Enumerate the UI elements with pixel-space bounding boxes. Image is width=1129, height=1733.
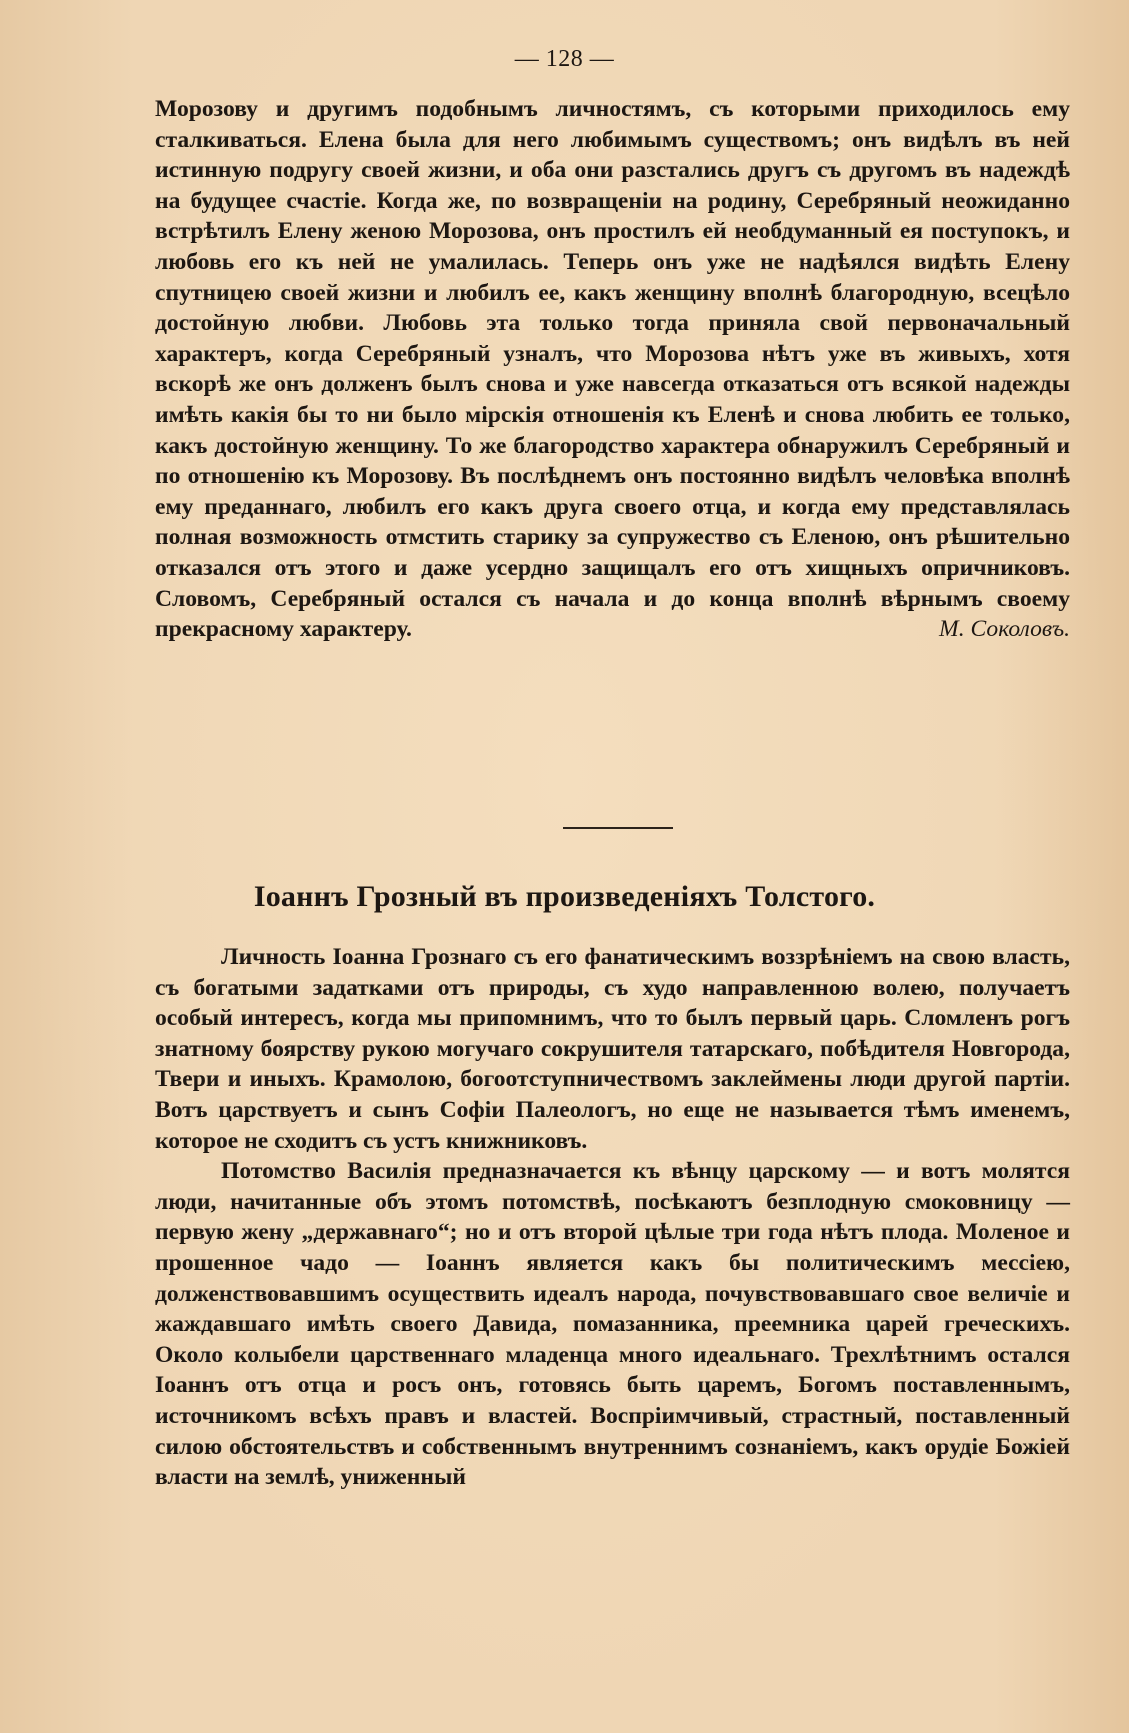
article-body [155, 942, 1070, 1493]
section-divider [563, 827, 673, 829]
page-number: — 128 — [514, 46, 615, 72]
article-paragraph: Потомство Василія предназначается къ вѣнцу царскому — и вотъ молятся люди, начитанные объ этомъ потомствѣ, посѣкаютъ безплодную смоковницу — первую жену „державнаго“; но и отъ второй цѣлые три года нѣтъ плода. Моленое и прошенное чадо — Іоаннъ является какъ бы политическимъ мессіею, долженствовавшимъ осуществить идеалъ народа, почувствовавшаго свое величіе и жаждавшаго имѣть своего Давида, помазанника, преемника царей греческихъ. Около колыбели царственнаго младенца много идеальнаго. Трехлѣтнимъ остался Іоаннъ отъ отца и росъ онъ, готовясь быть царемъ, Богомъ поставленнымъ, источникомъ всѣхъ правъ и властей. Воспріимчивый, страстный, поставленный силою обстоятельствъ и собственнымъ внутреннимъ сознаніемъ, какъ орудіе Божіей власти на землѣ, униженный [155, 1158, 1070, 1491]
article-paragraph: Личность Іоанна Грознаго съ его фанатическимъ воззрѣніемъ на свою власть, съ богатыми задатками отъ природы, съ худо направленною волею, получаетъ особый интересъ, когда мы припомнимъ, что то былъ первый царь. Сломленъ рогъ знатному боярству рукою могучаго сокрушителя татарскаго, побѣдителя Новгорода, Твери и иныхъ. Крамолою, богоотступничествомъ заклеймены люди другой партіи. Вотъ царствуетъ и сынъ Софіи Палеологъ, но еще не называется тѣмъ именемъ, которое не сходитъ съ устъ книжниковъ. [155, 944, 1070, 1154]
closing-paragraph [155, 94, 1070, 645]
author-signature: М. Соколовъ. [939, 616, 1070, 643]
previous-article-ending [155, 94, 1070, 645]
closing-paragraph-text: Морозову и другимъ подобнымъ личностямъ, съ которыми приходилось ему сталкиваться. Елена была для него любимымъ существомъ; онъ видѣлъ въ ней истинную подругу своей жизни, и оба они разстались другъ съ другомъ въ надеждѣ на будущее счастіе. Когда же, по возвращеніи на родину, Серебряный неожиданно встрѣтилъ Елену женою Морозова, онъ простилъ ей необдуманный ея поступокъ, и любовь его къ ней не умалилась. Теперь онъ уже не надѣялся видѣть Елену спутницею своей жизни и любилъ ее, какъ женщину вполнѣ благородную, всецѣло достойную любви. Любовь эта только тогда приняла свой первоначальный характеръ, когда Серебряный узналъ, что Морозова нѣтъ уже въ живыхъ, хотя вскорѣ же онъ долженъ былъ снова и уже навсегда отказаться отъ всякой надежды имѣть какія бы то ни было мірскія отношенія къ Еленѣ и снова любить ее только, какъ достойную женщину. То же благородство характера обнаружилъ Серебряный и по отношенію къ Морозову. Въ послѣднемъ онъ постоянно видѣлъ человѣка вполнѣ ему преданнаго, любилъ его какъ друга своего отца, и когда ему представлялась полная возможность отмстить старику за супружество съ Еленою, онъ рѣшительно отказался отъ этого и даже усердно защищалъ его отъ хищныхъ опричниковъ. Словомъ, Серебряный остался съ начала и до конца вполнѣ вѣрнымъ своему прекрасному характеру. [155, 96, 1070, 643]
article-title: Іоаннъ Грозный въ произведеніяхъ Толстого. [253, 880, 876, 913]
